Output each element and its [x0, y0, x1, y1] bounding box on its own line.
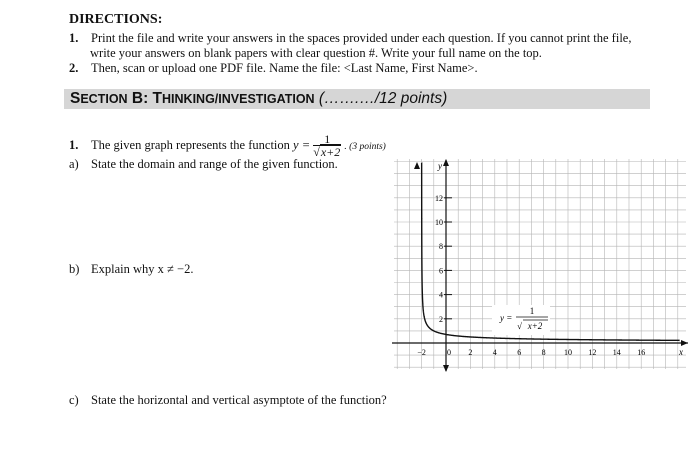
x-tick-label: 4: [492, 348, 497, 357]
part-text: State the domain and range of the given function.: [91, 157, 338, 171]
section-points: (…….…/12 points): [314, 90, 448, 107]
x-tick-label: 2: [468, 348, 473, 357]
direction-number: 2.: [69, 61, 79, 75]
y-tick-label: 10: [435, 218, 443, 227]
direction-text: Print the file and write your answers in the spaces provided under each question. If you cannot print the file,: [91, 31, 632, 45]
part-text: State the horizontal and vertical asymptote of the function?: [91, 393, 387, 407]
y-tick-label: 6: [439, 266, 443, 276]
direction-number: 1.: [69, 31, 79, 45]
y-axis-arrow-up-icon: [443, 159, 449, 166]
question-1: [69, 133, 386, 159]
question-part-a: [69, 157, 338, 172]
y-axis-label: y: [438, 161, 442, 171]
curve-label-numerator: 1: [529, 306, 535, 316]
part-label: b): [69, 262, 80, 276]
y-tick-labels: [435, 194, 452, 324]
direction-item-1: [69, 31, 631, 46]
part-text: Explain why x ≠ −2.: [91, 262, 194, 276]
directions-title: DIRECTIONS:: [69, 12, 163, 27]
section-title-ection: ECTION: [80, 92, 128, 106]
fraction-denominator: √x+2: [313, 145, 341, 159]
direction-text: Then, scan or upload one PDF file. Name the file: <Last Name, First Name>.: [91, 61, 478, 75]
curve-label-radical-icon: √: [517, 321, 522, 331]
part-label: a): [69, 157, 79, 171]
y-tick-label: 8: [439, 242, 443, 252]
x-tick-label: 12: [588, 348, 597, 357]
function-graph: [392, 157, 688, 373]
y-tick-label: 2: [439, 314, 443, 324]
section-title-thinking: HINKING/INVESTIGATION: [162, 92, 315, 106]
x-tick-label: 0: [447, 348, 451, 357]
x-tick-label: 6: [517, 348, 522, 357]
section-title-s: S: [70, 90, 81, 107]
x-tick-label: −2: [417, 348, 426, 357]
asymptote-arrow-icon: [414, 162, 420, 169]
question-part-b: [69, 262, 193, 277]
question-text: The given graph represents the function: [91, 137, 290, 152]
direction-item-1-continued: write your answers on blank papers with clear question #. Write your full name on the top.: [90, 46, 542, 60]
x-axis-label: x: [679, 347, 683, 357]
question-points: . (3 points): [344, 141, 386, 152]
y-tick-label: 4: [439, 290, 443, 300]
y-axis-arrow-down-icon: [443, 365, 449, 372]
direction-item-2: [69, 61, 478, 76]
fraction-numerator: 1: [313, 133, 341, 146]
graph-grid: [394, 159, 686, 369]
x-tick-label: 16: [637, 348, 646, 357]
y-tick-label: 12: [435, 193, 443, 203]
x-tick-label: 8: [541, 348, 546, 357]
x-tick-label: 10: [564, 348, 572, 357]
function-fraction: [313, 133, 341, 159]
x-tick-label: 14: [612, 348, 621, 357]
section-title-b: B: T: [127, 90, 163, 107]
question-part-c: [69, 393, 387, 408]
curve-label-denominator: x+2: [527, 321, 543, 331]
question-number: 1.: [69, 137, 79, 152]
part-label: c): [69, 393, 79, 407]
curve-label-y-equals: y =: [500, 313, 513, 323]
section-title: [70, 90, 447, 108]
function-y-equals: y =: [293, 137, 311, 152]
sqrt-radicand: x+2: [320, 145, 341, 159]
x-axis-arrow-icon: [681, 340, 688, 346]
